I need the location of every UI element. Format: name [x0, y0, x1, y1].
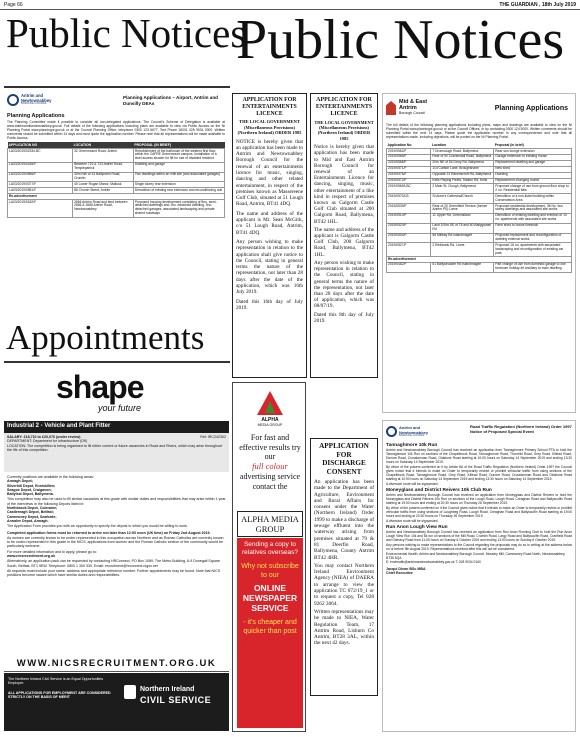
roads-title1: Tannaghmore 10k Run	[386, 443, 438, 448]
table-row	[387, 262, 572, 272]
closing-date: Completed application forms must be returned to arrive not later than 12:00 noon (UK time) on Friday 2nd August 2019.	[7, 530, 211, 535]
licence1-body3: Any person wishing to make representation in relation to the application shall give notice to the Council, stating in general terms the nature of the representation, not later than 28 days after the date of the application, which was 16th July 2019.	[236, 238, 303, 296]
an-logo-text2: Newtownabbey	[399, 429, 429, 435]
table-cell: 2 Redlands Rd, Larne	[431, 243, 494, 257]
masthead: THE GUARDIAN , 18th July 2019	[499, 2, 576, 8]
table-row	[387, 213, 572, 223]
licence2-body2: The name and address of the applicant is Galgorm Castle Golf Club, 200 Galgorm Road, Ballymena, BT42 1HL.	[314, 226, 374, 258]
an-logo-text1: Antrim and	[399, 425, 421, 430]
online-service-promo[interactable]	[237, 538, 303, 728]
road-traffic-notice	[382, 420, 576, 732]
table-cell: 32 Greenmount Road, Antrim	[73, 149, 134, 163]
an-logo-text1: Antrim and	[21, 93, 44, 98]
table-row	[387, 184, 572, 194]
shape-job-ad	[4, 365, 229, 733]
list-item: Carnmoney Depot, Seaforde;	[7, 514, 57, 519]
table-cell: Rear of 90 Cushendall Road, Ballymena	[431, 154, 494, 160]
table-cell: LA03/2019/0077/F	[8, 182, 73, 188]
licence-notice-1	[232, 93, 307, 378]
table-cell: 2019/0576/F	[387, 172, 431, 178]
table-cell: 114 Carlton Lane, Broughshane	[431, 166, 494, 172]
meab-intro: The full details of the following planning applications including plans, maps and drawings are available to view on the NI Planning Portal www.planningni.gov.uk or at the Council Offices, or by contacting 0300 124 5000. Written comments should be submitted within the next 14 days. Please quote the application number in any correspondence and note that all representations made, including objections, will be posted on the NI Planning Portal.	[386, 123, 572, 139]
roads-address: Environmental Health, Antrim and Newtownabbey Borough Council, Mossley Mill, Carnmoney Road North, Newtownabbey, BT36 5QA	[386, 552, 566, 560]
table-cell: Dwelling and garage	[133, 162, 224, 172]
nics-url-banner[interactable]: WWW.NICSRECRUITMENT.ORG.UK	[16, 658, 217, 669]
table-cell: 2019/0527/F	[387, 243, 431, 257]
roads-title2: Moneyglass and District Reivers 10k Club Run	[386, 488, 492, 493]
col-header: APPLICATION NO	[8, 142, 73, 149]
roads-head: Road Traffic Regulation (Northern Ireland) Order 1997 Notice of Proposed Special Event	[470, 424, 572, 434]
table-row	[387, 194, 572, 204]
para: This competition may also be used to fill similar vacancies at this grade with similar duties and responsibilities that may arise within 1 year of the interviews in the following Depots listed in:	[7, 497, 226, 506]
table-cell: Proposed replacement and reconfiguration of dwelling external works	[494, 233, 572, 243]
promo-line1: Sending a copy to relatives overseas?	[242, 541, 298, 556]
licence1-body2: The name and address of the applicant is Mr. Sean McGirk, c/o 51 Lough Road, Antrim, BT41 4DQ.	[236, 210, 303, 236]
alpha-name: ALPHA	[261, 417, 279, 423]
alpha-line1: For fast and effective results try our	[239, 433, 301, 461]
roads-para: A diversion route will be signposted.	[386, 519, 439, 523]
licence2-subtitle: THE LOCAL GOVERNMENT (Miscellaneous Provisions) (Northern Ireland) ORDER 1985	[314, 119, 374, 141]
meab-planning-table	[386, 142, 572, 273]
para: For more detailed information and to apply, please go to:	[7, 549, 97, 554]
meab-planning-head: Planning Applications	[494, 105, 568, 112]
title-appointments: Appointments	[6, 318, 205, 357]
table-cell: 86 Church Street, Antrim	[73, 188, 134, 194]
table-cell: LA03/2019/0551/F	[8, 188, 73, 194]
licence2-title: APPLICATION FOR ENTERTAINMENTS LICENCE	[315, 97, 373, 118]
para: The Application Form provides you with an opportunity to specify the depots in which you would be willing to work.	[7, 524, 188, 529]
shape-logo-area	[4, 365, 229, 421]
locs-head: Currently positions are available in the following areas:	[7, 475, 94, 479]
roads-para: By virtue of the powers conferred on it the Council gives notice that it intends to make an Order to temporarily restrict or prohibit vehicular traffic from using sections of Loughbeg Road, Lough Road, Creaghan Road and Ballysculfin Road starting at 19:00 hours and ending at 20:30 hours on Thursday 26 September 2019.	[386, 506, 572, 518]
an-planning-head: Planning Applications – Airport, Antrim and Dunsilly DEAs	[123, 95, 218, 106]
para: Alternatively, an application pack can be requested by contacting HRConnect, PO Box 1089, The Metro Building, 6-9 Donegall Square South, Belfast, BT1 9EW. Telephone: 0800 1 300 330. Email: recruitment@hrconnect.nigov.net	[7, 559, 221, 568]
appointments-underline	[4, 361, 230, 363]
discharge-body2: You may contact Northern Ireland Environment Agency (NIEA) of DAERA to arrange to view the application TC 072/19_1 or to request a copy, Tel 028 9262 3064.	[314, 562, 374, 607]
alpha-logo-icon	[257, 391, 283, 415]
licence1-subtitle: THE LOCAL GOVERNMENT (Miscellaneous Provisions) (Northern Ireland) ORDER 1985	[237, 119, 302, 135]
table-cell: 58 Millbay Rd Islandmagee	[431, 233, 494, 243]
table-cell: Farm shed to house livestock	[494, 223, 572, 233]
table-cell: Replacement dwelling and garage	[494, 160, 572, 166]
licence1-body: NOTICE is hereby given that an application has been made to Antrim and Newtownabbey Borough Council for the renewal of an entertainments licence for music, singing, dancing and other related entertainment, in respect of the premises known as Massereene Golf Club, situated at 51 Lough Road, Antrim, BT41 4DQ.	[236, 138, 303, 208]
licence2-date: Dated this 8th day of July 2019.	[314, 311, 374, 324]
list-item: Silverhill Depot, Enniskillen;	[7, 483, 56, 488]
an-logo-text3: BOROUGH COUNCIL	[399, 434, 425, 437]
alpha-line2: advertising service contact the	[239, 472, 301, 491]
table-cell: 2019/0520/F	[387, 223, 431, 233]
list-item: Ballyleal Depot, Ballymena.	[7, 492, 54, 497]
roads-para: Any persons wishing to make representations to the Council regarding the proposals may do so in writing at the address below on or before 9th August 2019. Representations received after this will not be considered.	[386, 543, 572, 551]
licence2-body: Notice is hereby given that application has been made to Mid and East Antrim Borough Council for renewal of an Entertainments Licence for dancing, singing, music, other entertainment of a like kind in respect of premises known as Galgorm Castle Golf Club situated at 200 Galgorm Road, Ballymena, BT42 1HL.	[314, 144, 374, 225]
col-header: LOCATION	[73, 142, 134, 149]
col-header: PROPOSAL (IN BRIEF)	[133, 142, 224, 149]
table-cell: 2019/0504/F	[387, 233, 431, 243]
an-logo-2	[386, 425, 429, 441]
roads-title3: Run Anon Lough View Run	[386, 525, 448, 530]
table-cell: St Anne's Cathedral/Church	[431, 194, 494, 204]
table-cell: LA03/2019/0233/LBC	[8, 149, 73, 163]
readvert-label: Re-advertisement	[8, 194, 225, 200]
table-cell: Refurbishment of the bathroom of the western first floor, within the CAFRE Greenmount campus. Installation of a level access shower for lift for use of disabled resident.	[133, 149, 224, 163]
an-planning-table	[7, 142, 225, 218]
licence1-title: APPLICATION FOR ENTERTAINMENTS LICENCE	[242, 97, 297, 117]
alpha-contact-box[interactable]: ALPHA MEDIA GROUP	[237, 511, 303, 537]
table-cell: Garage extension to existing house	[494, 154, 572, 160]
table-cell: 7 Drumsough Road, Ballymena	[431, 149, 494, 155]
table-cell: 20m NE of 94 Drory Rd, Ballymena	[431, 160, 494, 166]
an-logo-icon	[7, 94, 19, 106]
job-title-bar: Industrial 2 - Vehicle and Plant Fitter	[4, 421, 229, 433]
nics-text1: Northern Ireland	[140, 686, 195, 693]
roads-para: A diversion route will be signposted.	[386, 482, 439, 486]
table-cell: Single storey rear extension	[133, 182, 224, 188]
table-cell: Proposed residential development, 36 No. two storey dwellings and associated site works	[494, 204, 572, 214]
meab-planning-notice	[382, 93, 576, 413]
licence-notice-2	[310, 93, 378, 378]
col-header: Location	[431, 142, 494, 149]
table-cell: 2019/0565/F	[387, 154, 431, 160]
table-row	[8, 162, 225, 172]
list-item: Seagoe Depot, Craigavon;	[7, 487, 52, 492]
shape-logo: shape	[56, 369, 144, 405]
meab-logo-icon	[386, 101, 396, 115]
department: DEPARTMENT: Department for Infrastructure (DfI)	[7, 439, 88, 444]
shape-tagline: your future	[98, 403, 142, 413]
table-row	[387, 223, 572, 233]
promo-line3: ONLINE NEWSPAPER SERVICE	[242, 583, 298, 613]
table-cell: Part change of use from domestic garage to one bedroom holiday let ancillary to main dwelling	[494, 262, 572, 272]
page-number: Page 66	[4, 2, 23, 8]
table-cell: LA03/2019/0182/F	[8, 200, 73, 218]
table-cell: 2019/0482/F	[387, 262, 431, 272]
table-row	[8, 200, 225, 218]
table-cell: Demolition of existing rear extension and reconditioning unit	[133, 188, 224, 194]
list-item: Northbrook Depot, Coleraine;	[7, 506, 58, 511]
list-item: Castlereagh Depot, Belfast;	[7, 510, 54, 515]
table-cell: Two dwellings within an infill site (and associated garages)	[133, 172, 224, 182]
alpha-highlight: full colour	[252, 461, 288, 471]
alpha-media-ad	[232, 382, 306, 732]
meab-logo-text1: Mid & East	[399, 99, 428, 105]
footer-rule	[4, 671, 229, 672]
footer-eo: The Northern Ireland Civil Service is an Equal Opportunities Employer.	[8, 677, 104, 686]
nics-text2: CIVIL SERVICE	[140, 695, 212, 705]
an-planning-notice	[4, 90, 228, 322]
table-row	[387, 204, 572, 214]
table-row	[8, 172, 225, 182]
table-cell: 2019/0562/F	[387, 149, 431, 155]
title-public-notices-right: Public Notices	[236, 9, 565, 71]
meab-logo-text3: Borough Council	[399, 111, 425, 115]
signatory-name: Jacqui Dixon BSc MBA	[386, 567, 426, 571]
promo-line2: Why not subscribe to our	[241, 563, 299, 579]
discharge-title: APPLICATION FOR DISCHARGE CONSENT	[319, 442, 369, 476]
licence2-body3: Any person wishing to make representation in relation to the Council, stating in general terms the nature of the representation, not later than 28 days after the date of application, which was 08/07/19.	[314, 259, 374, 310]
table-cell: 2019/0569/LBC	[387, 184, 431, 194]
table-row	[387, 233, 572, 243]
list-item: Annalee Depot, Armagh.	[7, 518, 49, 523]
title-public-notices-left: Public Notices	[6, 10, 247, 56]
table-cell: New shed	[494, 166, 572, 172]
table-row	[387, 243, 572, 257]
table-cell: Dwelling	[494, 172, 572, 178]
job-summary	[4, 433, 229, 472]
table-cell: Rear of 20 Greenfield Terrace (former Antrim PS) Larne	[431, 204, 494, 214]
table-cell: 11 Upper Rd, Greenisland	[431, 213, 494, 223]
roads-para: Antrim and Newtownabbey Borough Council has received an application from Run Anon Running Club to hold the Run Anon Lough View Run 10k and 5k run on sections of the Mill Road, Crumlin Road, Largy Road and Ballysculfin Road, Cranfield Road and Glenavy Road from 11:00 hours on Sunday 6 October 2019 and ending 13:00 hours on Sunday 6 October 2019.	[386, 530, 572, 542]
table-cell: 2019/0566/F	[387, 160, 431, 166]
roads-contact[interactable]: E: envhealth@antrimandnewtownabbey.gov.uk T: 028 9034 0160	[386, 560, 481, 564]
nics-crest-icon	[124, 685, 136, 699]
an-planning-intro: The Planning Committee made it possible to consider all non-delegated applications. The Council's Scheme of Delegation is available at www.antrimandnewtownabbey.gov.uk. Full details of the following applications including plans are available to view via Public Access on the NI Planning Portal www.planningni.gov.uk or at the Council Planning Office, telephone 0300 123 6677, Text Phone 18001 028 9034 0000. Written comments should be submitted within 14 days and must quote the application number. Please note that all representations will be made available to Public Access.	[7, 120, 225, 140]
table-cell: Proposed 16 no. apartments with associated landscaping and reconfiguration of existing car park	[494, 243, 572, 257]
readvert-label: Re-advertisement	[387, 257, 572, 263]
footer-merit: ALL APPLICATIONS FOR EMPLOYMENT ARE CONSIDERED STRICTLY ON THE BASIS OF MERIT	[8, 691, 111, 700]
col-header: Application No	[387, 142, 431, 149]
table-cell: LA03/2019/0556/F	[8, 172, 73, 182]
para: All requests must include your name, address and appropriate reference number. Further appointments may be found. Note that NICS positions become vacant which have similar duties and responsibilities.	[7, 568, 221, 578]
roads-para: By virtue of the powers conferred on it by Article 8A of the Road Traffic Regulation (Northern Ireland) Order 1997 the Council gives notice that it intends to make an Order to temporarily restrict or prohibit vehicular traffic from using sections of the Chapelbrook Road, Tannaghmore Road, Grey Road, Killead Road, Dunore Road, Crosskennan Road and Oldstone Road starting at 10:00 hours on Saturday 14 September 2019 and ending 13:30 hours on Saturday 14 September 2019.	[386, 465, 572, 481]
table-cell: 51 Ballystrudder Rd Islandmagee	[431, 262, 494, 272]
location: LOCATION: The competition is being organised to fill either current or future vacancies in Road and Rivers, which may arise throughout the life of this competition.	[7, 443, 223, 452]
table-cell: 40 Lower Rogan Manor, Mallusk	[73, 182, 134, 188]
discharge-body: An application has been made to the Department of Agriculture, Environment and Rural Affairs for consent under the Water (Northern Ireland) Order 1999 to make a discharge of sewage effluent into the waterway arising from premises situated at 79 & 81 Deerfin Road, Ballymena, County Antrim BT42 4HR.	[314, 479, 374, 561]
table-cell: 2019/0510/F	[387, 213, 431, 223]
discharge-body3: Written representations may be made to NIEA, Water Regulation Team, 17 Antrim Road, Lisburn Co Antrim, BT28 3AL, within the next 42 days.	[314, 608, 374, 647]
table-cell: 2019/0570/LB	[387, 194, 431, 204]
table-cell: Opposite 23 Ravenscroft Rd, Ballymena	[431, 172, 494, 178]
apply-link[interactable]: www.nicsrecruitment.org.uk	[7, 554, 56, 559]
promo-line4: - it's cheaper and quicker than post	[243, 619, 297, 635]
roads-para: Antrim and Newtownabbey Borough Council has received an application from Tannaghmore Primary School PTA to hold the Tannaghmore 10k Run on sections of the Chapelbrook Road, Tannaghmore Road, Thornhill Road, Grey Road, Killead Road, Dunore Road, Crosskennan Road, Oldstone Road starting at 10:00 hours on Saturday 14 September 2019 and ending 13:30 hours on Saturday 14 September 2019.	[386, 448, 572, 464]
table-cell: 2019/0539/F	[387, 204, 431, 214]
roads-para: Antrim and Newtownabbey Borough Council has received an application from Moneyglass and District Reivers to hold the Moneyglass and District Reivers 10k Run on sections of the Lough Road, Lough Road, Creaghan Road and Ballysculfin Road starting at 19:00 hours and ending at 20:30 hours on Thursday 26 September 2019.	[386, 493, 572, 505]
table-cell: 2019/0571/F	[387, 166, 431, 172]
table-cell: 30m NW of 33 Ballyrobin Road, Crumlin	[73, 172, 134, 182]
table-cell: Demolition of existing dwelling and erection of 10 no. apartments with associated site works	[494, 213, 572, 223]
table-cell: Demolition of a non-listed building within Conservation Area	[494, 194, 572, 204]
table-cell: Between 719 & 723 Antrim Road, Templepatrick	[73, 162, 134, 172]
discharge-consent-notice	[310, 438, 378, 696]
salary: SALARY: £18,710 to £20,076 (under review)	[7, 435, 81, 439]
alpha-sub: MEDIA GROUP	[257, 423, 283, 427]
table-cell: Replacement changing rooms	[494, 178, 572, 184]
para: As women are currently known to be under-represented in this occupation across Northern and as Roman Catholics are currently known to be under-represented in this grade in the NICS, applications from women and the Roman Catholic section of the community would be particularly welcome.	[7, 535, 224, 549]
table-cell: 2019/0572/F	[387, 178, 431, 184]
table-cell: Rear sun lounge extension	[494, 149, 572, 155]
list-item: Armagh Depot;	[7, 479, 33, 484]
table-cell: Kells Playing Fields, Station Rd, Kells	[431, 178, 494, 184]
an-logo	[7, 93, 52, 109]
nics-footer	[4, 673, 229, 731]
an-logo-text2: Newtownabbey	[21, 97, 52, 103]
title-underline	[4, 86, 230, 88]
table-cell: Proposed housing development consisting of 8no. semi-detached dwellings and 1no. detached dwelling, 9no. detached garages, associated landscaping and private shared roadways	[133, 200, 224, 218]
job-ref: Ref: IRC242302	[200, 435, 226, 439]
table-row	[8, 149, 225, 163]
signatory-title: Chief Executive	[386, 571, 413, 576]
table-cell: Proposed change of use from ground floor shop to 2 no. Residential flats	[494, 184, 572, 194]
meab-logo-text2: Antrim	[399, 105, 417, 111]
table-cell: 2666 Antrim Road and land between 2666 & 2668 Antrim Road, Newtownabbey	[73, 200, 134, 218]
an-planning-title: Planning Applications	[7, 113, 65, 119]
table-cell: 2 Main St, Clough, Ballymena	[431, 184, 494, 194]
table-cell: LA03/2019/0435/F	[8, 162, 73, 172]
licence1-date: Dated this 16th day of July 2019.	[236, 298, 303, 311]
an-logo-text3: BOROUGH COUNCIL	[21, 102, 47, 105]
table-cell: Land 100m SE of 78 and 80 Ballygowan Rd	[431, 223, 494, 233]
job-body	[7, 475, 226, 578]
an-logo-icon	[386, 426, 397, 437]
col-header: Proposal (in brief)	[494, 142, 572, 149]
